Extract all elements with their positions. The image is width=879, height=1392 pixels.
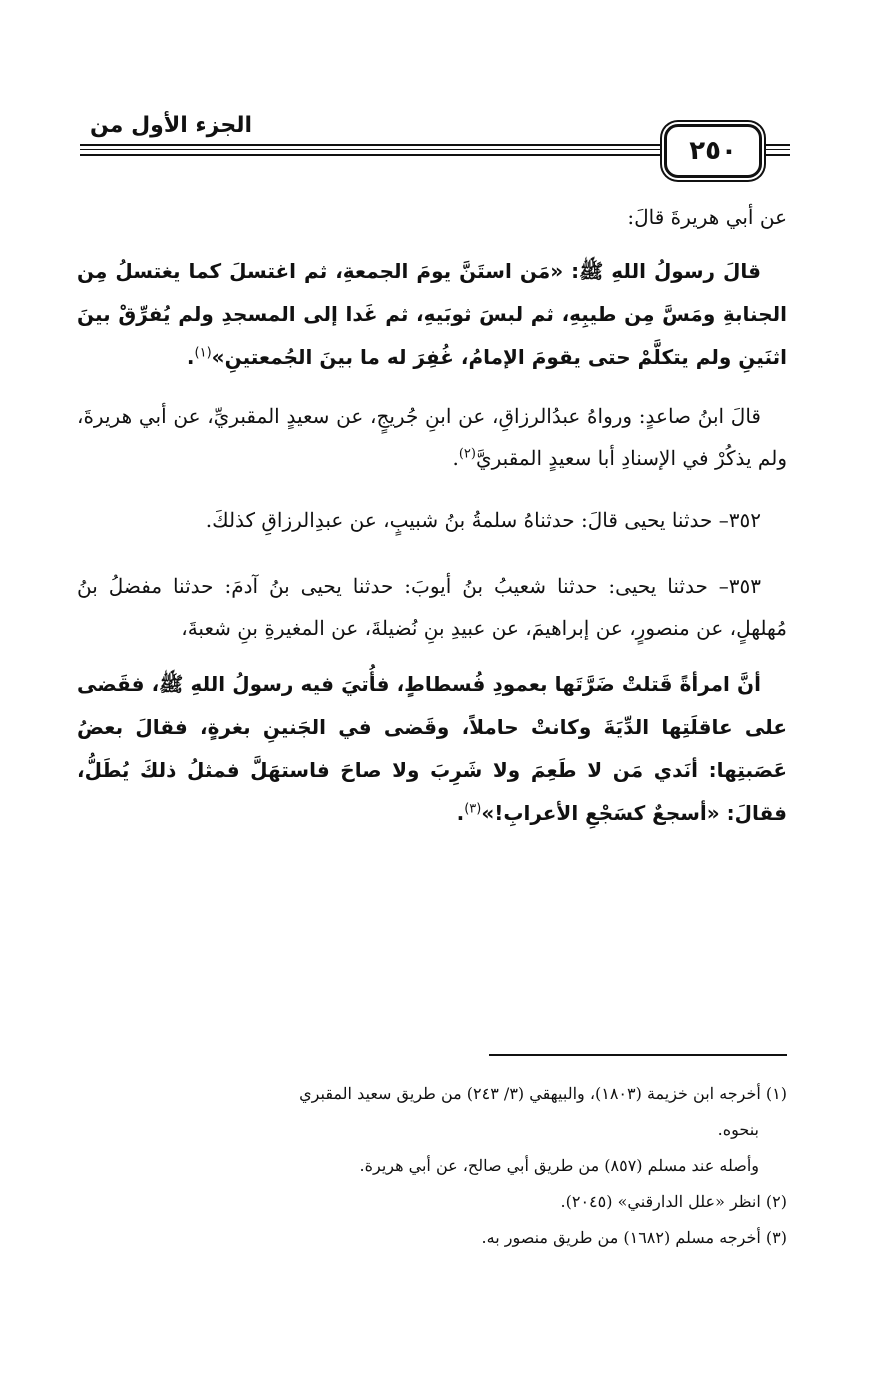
hadith-352-text: ٣٥٢– حدثنا يحيى قالَ: حدثناهُ سلمةُ بنُ شبيبٍ، عن عبدِالرزاقِ كذلكَ. xyxy=(205,508,761,532)
footnote-separator xyxy=(489,1054,787,1056)
intro-line xyxy=(77,196,787,238)
hadith-matn-paragraph: قالَ رسولُ اللهِ ﷺ: «مَن استَنَّ يومَ الجمعةِ، ثم اغتسلَ كما يغتسلُ مِن الجنابةِ ومَسَّ مِن طيبِهِ، ثم لبسَ ثوبَيهِ، ثم غَدا إلى المسجدِ ولم يُفرِّقْ بينَ اثنَينِ ولم يتكلَّمْ حتى يقومَ الإمامُ، غُفِرَ له ما بينَ الجُمعتينِ»$^{(١)}$. xyxy=(77,259,787,369)
footnote-ref-1[interactable]: (١) xyxy=(194,345,212,361)
hadith-matn-text: أنَّ امرأةً قَتلتْ ضَرَّتَها بعمودِ فُسطاطٍ، فأُتيَ فيه رسولُ اللهِ ﷺ، فقَضى على عاقلَتِها الدِّيَةَ وكانتْ حاملاً، وقَضى في الجَنينِ بغرةٍ، فقالَ بعضُ عَصَبتِها: أنَدي مَن لا طَعِمَ ولا شَرِبَ ولا صاحَ فاستهَلَّ فمثلُ ذلكَ يُطَلُّ، فقالَ: «أسجعٌ كسَجْعِ الأعرابِ!» xyxy=(77,672,787,825)
footnote-3: (٣) أخرجه مسلم (١٦٨٢) من طريق منصور به. xyxy=(481,1228,787,1247)
hadith-353-text: ٣٥٣– حدثنا يحيى: حدثنا شعيبُ بنُ أيوبَ: حدثنا يحيى بنُ آدمَ: حدثنا مفضلُ بنُ مُهلهلٍ، عن منصورٍ، عن إبراهيمَ، عن عبيدِ بنِ نُضيلةَ، عن المغيرةِ بنِ شعبةَ، xyxy=(77,574,787,640)
main-text xyxy=(77,196,787,835)
footnote-ref-3[interactable]: (٣) xyxy=(464,801,482,817)
hadith-353-paragraph xyxy=(77,565,787,649)
footnotes xyxy=(77,1076,787,1256)
footnote-1-continuation: وأصله عند مسلم (٨٥٧) من طريق أبي صالح، عن أبي هريرة. xyxy=(359,1156,759,1175)
narration-paragraph: قالَ ابنُ صاعدٍ: ورواهُ عبدُالرزاقِ، عن ابنِ جُريجٍ، عن سعيدٍ المقبريِّ، عن أبي هريرةَ، ولم يذكُرْ في الإسنادِ أبا سعيدٍ المقبريَّ$^{(٢)}$. xyxy=(77,404,787,470)
footnote-ref-2[interactable]: (٢) xyxy=(458,446,476,462)
footnote-2: (٢) انظر «علل الدارقني» (٢٠٤٥). xyxy=(560,1192,787,1211)
intro-text: عن أبي هريرةَ قالَ: xyxy=(627,205,787,229)
page-number: ٢٥٠ xyxy=(664,124,762,178)
footnote-1-continuation: بنحوه. xyxy=(717,1120,759,1139)
page-header xyxy=(80,112,790,180)
narration-text: قالَ ابنُ صاعدٍ: ورواهُ عبدُالرزاقِ، عن ابنِ جُريجٍ، عن سعيدٍ المقبريِّ، عن أبي هريرةَ، ولم يذكُرْ في الإسنادِ أبا سعيدٍ المقبريَّ xyxy=(77,404,787,470)
hadith-matn-text: قالَ رسولُ اللهِ ﷺ: «مَن استَنَّ يومَ الجمعةِ، ثم اغتسلَ كما يغتسلُ مِن الجنابةِ ومَسَّ مِن طيبِهِ، ثم لبسَ ثوبَيهِ، ثم غَدا إلى المسجدِ ولم يُفرِّقْ بينَ اثنَينِ ولم يتكلَّمْ حتى يقومَ الإمامُ، غُفِرَ له ما بينَ الجُمعتينِ» xyxy=(77,259,787,369)
running-title: الجزء الأول من xyxy=(80,112,258,140)
hadith-matn-paragraph: أنَّ امرأةً قَتلتْ ضَرَّتَها بعمودِ فُسطاطٍ، فأُتيَ فيه رسولُ اللهِ ﷺ، فقَضى على عاقلَتِها الدِّيَةَ وكانتْ حاملاً، وقَضى في الجَنينِ بغرةٍ، فقالَ بعضُ عَصَبتِها: أنَدي مَن لا طَعِمَ ولا شَرِبَ ولا صاحَ فاستهَلَّ فمثلُ ذلكَ يُطَلُّ، فقالَ: «أسجعٌ كسَجْعِ الأعرابِ!»$^{(٣)}$. xyxy=(77,672,787,825)
hadith-352-paragraph xyxy=(77,499,787,541)
footnote-1: (١) أخرجه ابن خزيمة (١٨٠٣)، والبيهقي (٣/ ٢٤٣) من طريق سعيد المقبري xyxy=(299,1084,787,1103)
